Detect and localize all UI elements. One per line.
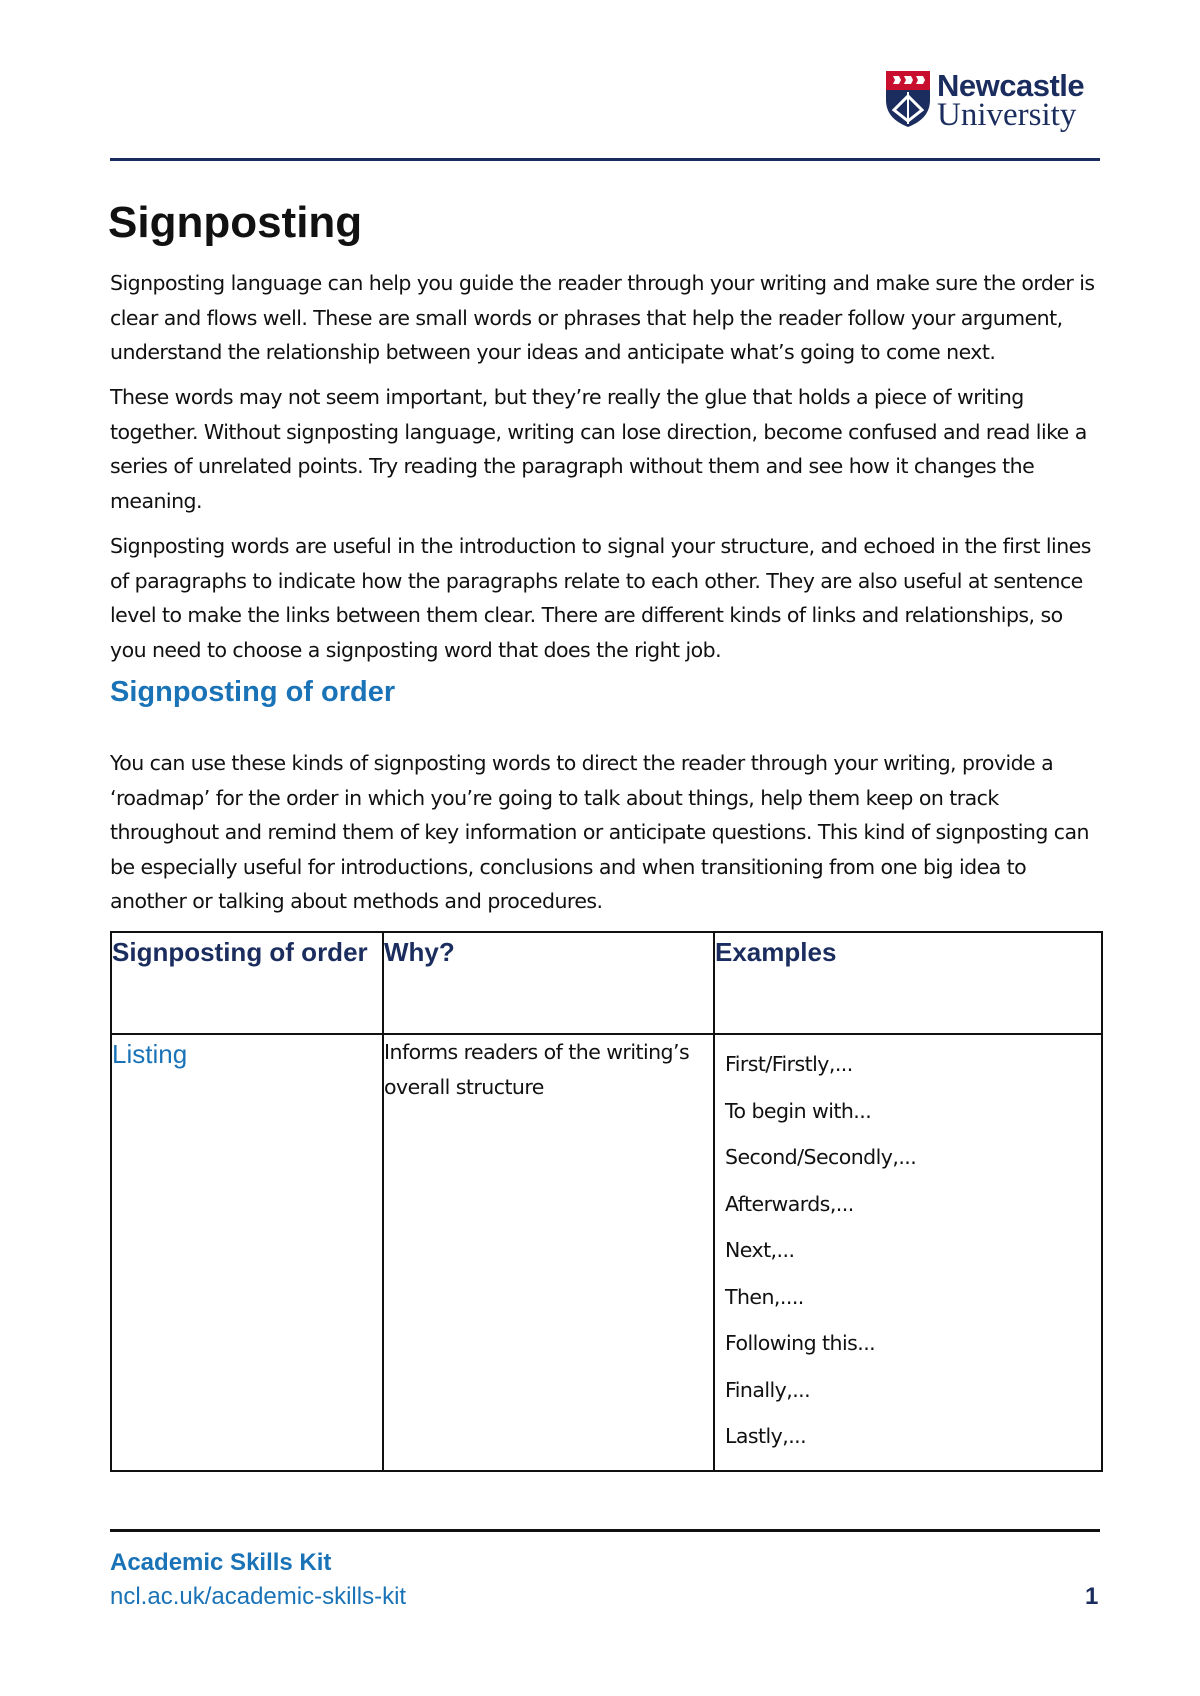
example-item: Finally,... (725, 1377, 811, 1402)
footer-divider (110, 1529, 1100, 1532)
table-row (111, 1034, 1102, 1471)
row-label: Listing (111, 1034, 383, 1471)
example-item: Afterwards,... (725, 1191, 854, 1216)
section-heading: Signposting of order (110, 676, 396, 708)
logo-wordmark-line2: University (937, 97, 1077, 133)
table-header-row (111, 932, 1102, 1034)
example-item: To begin with... (725, 1098, 872, 1123)
table-header-cell: Why? (383, 932, 714, 1034)
intro-paragraph-1: Signposting language can help you guide the reader through your writing and make sure the order is clear and flows well. These are small words or phrases that help the reader follow your argument, understand the relationship between your ideas and anticipate what’s going to come next. (110, 271, 1095, 364)
header-divider (110, 158, 1100, 161)
example-item: Next,... (725, 1238, 795, 1262)
example-item: Lastly,... (725, 1424, 807, 1448)
table-header-cell: Signposting of order (111, 932, 383, 1034)
table-header-cell: Examples (714, 932, 1102, 1034)
row-why: Informs readers of the writing’s overall structure (383, 1034, 714, 1471)
example-item: Second/Secondly,... (725, 1145, 917, 1169)
footer-url-link[interactable]: ncl.ac.uk/academic-skills-kit (110, 1583, 407, 1610)
logo-wordmark-line1: Newcastle (937, 68, 1085, 103)
section-paragraph: You can use these kinds of signposting words to direct the reader through your writing, provide a ‘roadmap’ for the order in which you’re going to talk about things, help them keep on track throughout and remind them of key information or anticipate questions. This kind of signposting can be especially useful for introductions, conclusions and when transitioning from one big idea to another or talking about methods and procedures. (110, 751, 1089, 913)
university-shield-icon (885, 70, 931, 128)
footer-kit-name: Academic Skills Kit (110, 1549, 332, 1576)
example-item: Then,.... (725, 1284, 804, 1309)
page-number: 1 (1085, 1583, 1099, 1610)
intro-paragraph-3: Signposting words are useful in the introduction to signal your structure, and echoed in the first lines of paragraphs to indicate how the paragraphs relate to each other. They are also useful at sentence level to make the links between them clear. There are different kinds of links and relationships, so you need to choose a signposting word that does the right job. (110, 534, 1091, 662)
signposting-table (110, 931, 1103, 1472)
row-examples (714, 1034, 1102, 1471)
example-item: First/Firstly,... (725, 1052, 853, 1076)
university-logo (885, 70, 1105, 132)
example-item: Following this... (725, 1331, 876, 1355)
page-title: Signposting (108, 198, 363, 247)
intro-paragraph-2: These words may not seem important, but they’re really the glue that holds a piece of writing together. Without signposting language, writing can lose direction, become confused and read like a series of unrelated points. Try reading the paragraph without them and see how it changes the meaning. (110, 385, 1087, 513)
